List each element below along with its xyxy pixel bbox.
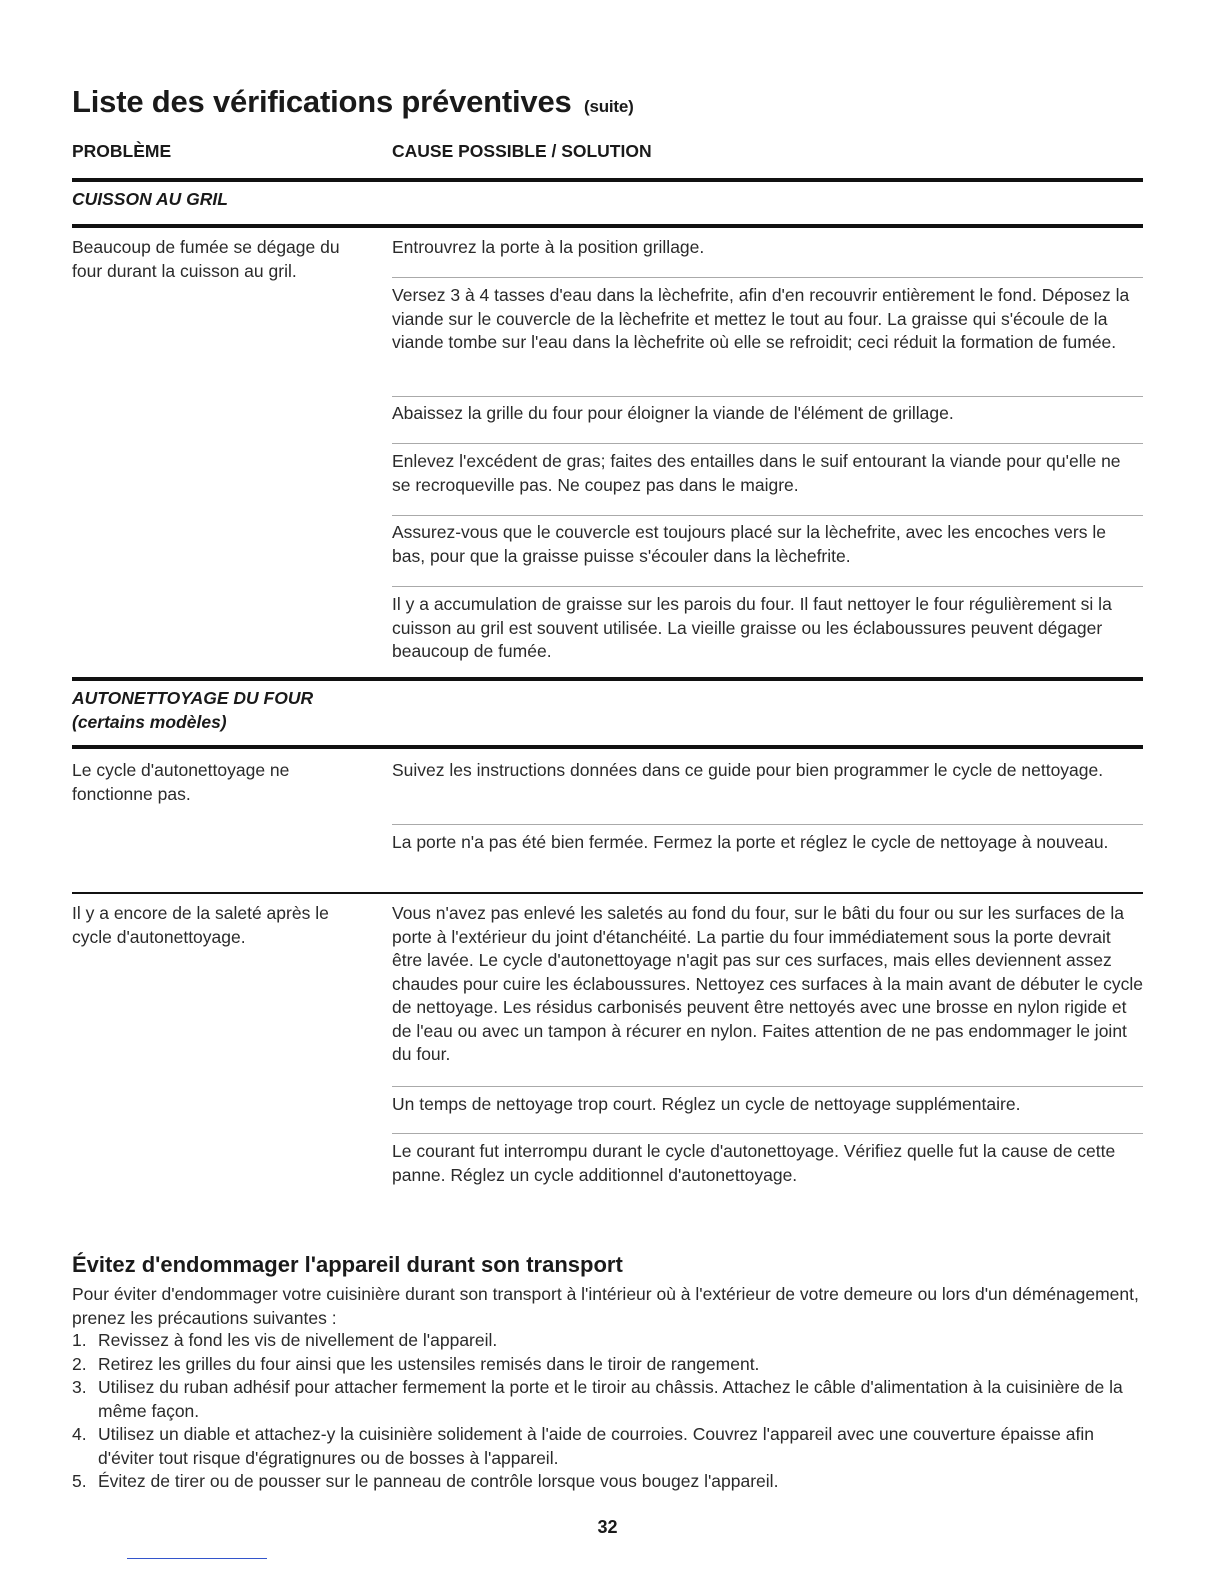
solution-item: Suivez les instructions données dans ce guide pour bien programmer le cycle de nettoyage. xyxy=(392,760,1104,780)
problem-self-clean-not-working: Le cycle d'autonettoyage ne fonctionne pas. xyxy=(72,760,290,804)
divider xyxy=(392,1086,1143,1087)
list-number: 1. xyxy=(72,1330,87,1350)
divider xyxy=(72,677,1143,681)
section-self-clean-title: AUTONETTOYAGE DU FOUR xyxy=(72,688,314,708)
divider xyxy=(392,443,1143,444)
transport-heading: Évitez d'endommager l'appareil durant son transport xyxy=(72,1252,623,1277)
title-text: Liste des vérifications préventives xyxy=(72,84,572,119)
solution-item: Vous n'avez pas enlevé les saletés au fond du four, sur le bâti du four ou sur les surfaces de la porte à l'extérieur du joint d'étanchéité. La partie du four immédiatement sous la porte devrait être lavée. Le cycle d'autonettoyage n'agit pas sur ces surfaces, mais elles deviennent assez chaudes pour cuire les éclaboussures. Nettoyez ces surfaces à la main avant de débuter le cycle de nettoyage. Les résidus carbonisés peuvent être nettoyés avec une brosse en nylon rigide et de l'eau ou avec un tampon à récurer en nylon. Faites attention de ne pas endommager le joint du four. xyxy=(392,903,1143,1064)
solution-item: La porte n'a pas été bien fermée. Fermez la porte et réglez le cycle de nettoyage à nouveau. xyxy=(392,832,1109,852)
divider xyxy=(72,745,1143,749)
solution-item: Enlevez l'excédent de gras; faites des entailles dans le suif entourant la viande pour qu'elle ne se recroqueville pas. Ne coupez pas dans le maigre. xyxy=(392,451,1121,495)
divider xyxy=(72,224,1143,228)
divider xyxy=(392,277,1143,278)
list-number: 3. xyxy=(72,1377,87,1397)
column-header-solution: CAUSE POSSIBLE / SOLUTION xyxy=(392,141,652,161)
footer-link-line xyxy=(127,1558,267,1559)
solution-item: Assurez-vous que le couvercle est toujours placé sur la lèchefrite, avec les encoches vers le bas, pour que la graisse puisse s'écouler dans la lèchefrite. xyxy=(392,522,1106,566)
list-item xyxy=(72,1353,1143,1377)
list-number: 2. xyxy=(72,1353,87,1374)
list-text: Revissez à fond les vis de nivellement de l'appareil. xyxy=(98,1330,498,1350)
title-suite: (suite) xyxy=(583,97,634,116)
solution-item: Il y a accumulation de graisse sur les parois du four. Il faut nettoyer le four régulièrement si la cuisson au gril est souvent utilisée. La vieille graisse ou les éclaboussures peuvent dégager beaucoup de fumée. xyxy=(392,594,1112,661)
solution-item: Un temps de nettoyage trop court. Réglez un cycle de nettoyage supplémentaire. xyxy=(392,1094,1021,1114)
section-self-clean-subtitle: (certains modèles) xyxy=(72,712,227,732)
list-item xyxy=(72,1376,1143,1423)
solution-item: Le courant fut interrompu durant le cycle d'autonettoyage. Vérifiez quelle fut la cause de cette panne. Réglez un cycle additionnel d'autonettoyage. xyxy=(392,1141,1116,1185)
list-text: Retirez les grilles du four ainsi que les ustensiles remisés dans le tiroir de rangement. xyxy=(98,1353,760,1374)
section-broil: CUISSON AU GRIL xyxy=(72,189,228,209)
list-text: Évitez de tirer ou de pousser sur le panneau de contrôle lorsque vous bougez l'appareil. xyxy=(98,1471,779,1491)
problem-broil-smoke: Beaucoup de fumée se dégage du four durant la cuisson au gril. xyxy=(72,237,340,281)
list-item xyxy=(72,1423,1143,1470)
solution-item: Entrouvrez la porte à la position grillage. xyxy=(392,237,705,257)
list-number: 5. xyxy=(72,1471,87,1491)
divider xyxy=(392,824,1143,825)
list-number: 4. xyxy=(72,1424,87,1444)
list-text: Utilisez un diable et attachez-y la cuisinière solidement à l'aide de courroies. Couvrez l'appareil avec une couverture épaisse afin d'éviter tout risque d'égratignures ou de bosses à l'appareil. xyxy=(98,1424,1094,1468)
divider xyxy=(392,515,1143,516)
list-item xyxy=(72,1470,1143,1494)
list-text: Utilisez du ruban adhésif pour attacher fermement la porte et le tiroir au châssis. Attachez le câble d'alimentation à la cuisinière de la même façon. xyxy=(98,1377,1123,1421)
list-item xyxy=(72,1329,1143,1353)
transport-steps xyxy=(72,1329,1143,1494)
page-number: 32 xyxy=(597,1517,618,1537)
transport-intro: Pour éviter d'endommager votre cuisinière durant son transport à l'intérieur où à l'extérieur de votre demeure ou lors d'un déménagement, prenez les précautions suivantes : xyxy=(72,1284,1139,1328)
divider xyxy=(392,396,1143,397)
solution-item: Abaissez la grille du four pour éloigner la viande de l'élément de grillage. xyxy=(392,403,954,423)
problem-self-clean-dirt-remains: Il y a encore de la saleté après le cycle d'autonettoyage. xyxy=(72,903,329,947)
divider xyxy=(392,1133,1143,1134)
solution-item: Versez 3 à 4 tasses d'eau dans la lèchefrite, afin d'en recouvrir entièrement le fond. Déposez la viande sur le couvercle de la lèchefrite et mettez le tout au four. La graisse qui s'écoule de la viande tombe sur l'eau dans la lèchefrite où elle se refroidit; ceci réduit la formation de fumée. xyxy=(392,285,1130,352)
divider xyxy=(72,892,1143,894)
section-self-clean xyxy=(72,686,313,734)
divider xyxy=(72,178,1143,182)
column-header-problem: PROBLÈME xyxy=(72,141,172,161)
page-title xyxy=(72,84,634,120)
divider xyxy=(392,586,1143,587)
